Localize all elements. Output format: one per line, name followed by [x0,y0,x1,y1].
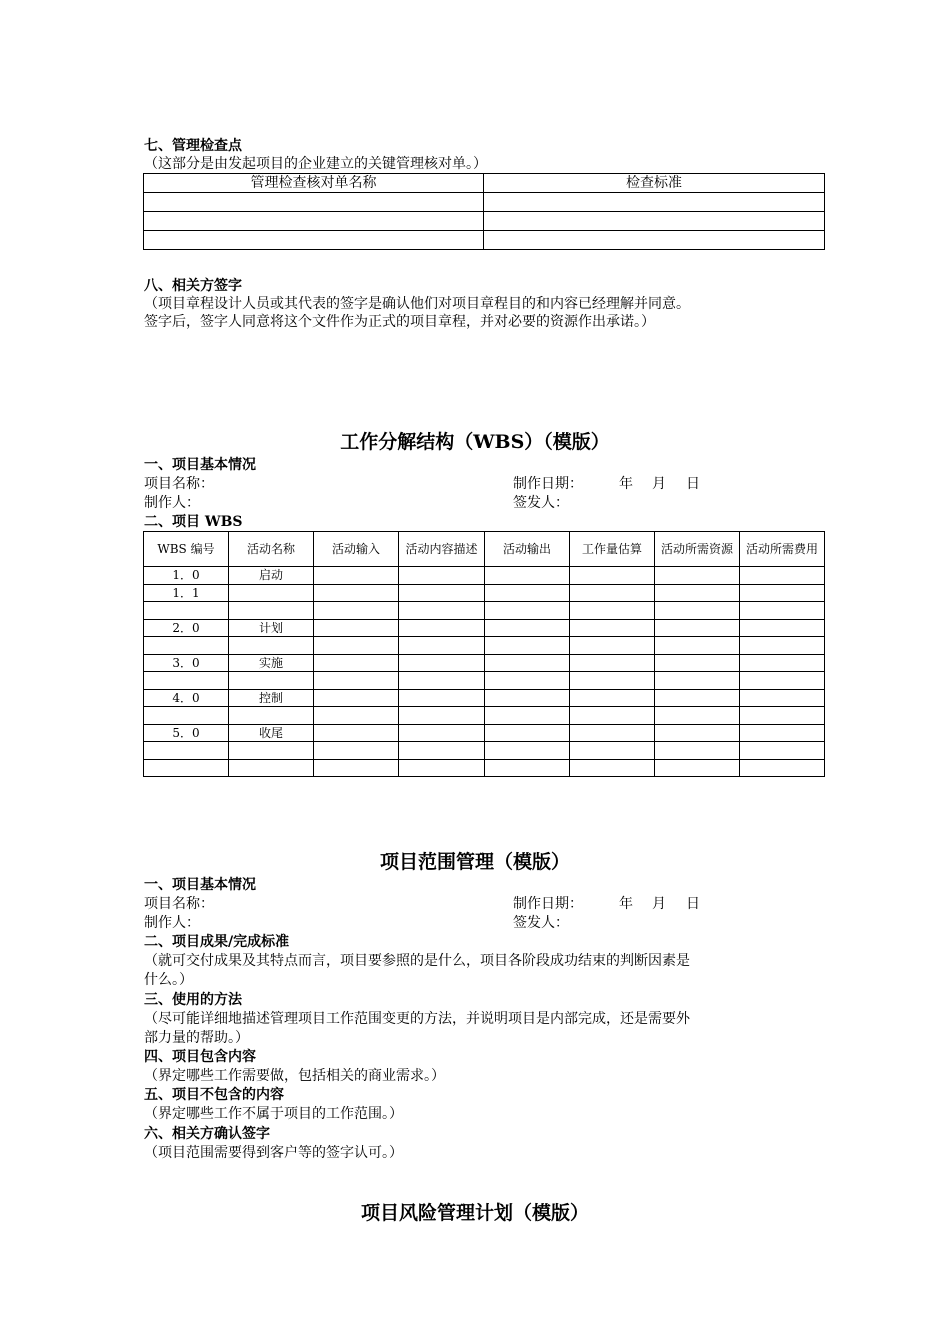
checklist-table [143,173,825,250]
table-cell [485,602,570,620]
table-cell [314,707,399,725]
table-cell [570,689,655,707]
table-row [144,567,825,585]
activity-name-cell [229,759,314,777]
scope-s2-heading: 二、项目成果/完成标准 [144,934,290,950]
table-cell [485,584,570,602]
table-cell [399,742,485,760]
table-row [144,724,825,742]
activity-name-cell: 收尾 [229,724,314,742]
table-cell [484,193,825,212]
wbs-year-label: 年 [619,476,633,492]
table-cell [740,619,825,637]
scope-title: 项目范围管理（模版） [379,851,570,873]
scope-month-label: 月 [652,896,666,912]
wbs-table [143,531,825,777]
risk-title: 项目风险管理计划（模版） [360,1202,589,1224]
table-row [144,602,825,620]
table-cell [485,637,570,655]
wbs-id-cell [144,707,229,725]
table-cell [485,759,570,777]
wbs-id-cell [144,637,229,655]
sec8-line1: （项目章程设计人员或其代表的签字是确认他们对项目章程目的和内容已经理解并同意。 [144,296,690,312]
table-header-cell: 活动所需资源 [655,532,740,567]
scope-s4-heading: 四、项目包含内容 [144,1049,256,1065]
table-cell [314,689,399,707]
sec8-line2: 签字后，签字人同意将这个文件作为正式的项目章程，并对必要的资源作出承诺。） [144,314,655,330]
wbs-month-label: 月 [652,476,666,492]
scope-s6-line1: （项目范围需要得到客户等的签字认可。） [144,1145,403,1161]
table-cell [314,602,399,620]
table-cell [740,654,825,672]
table-cell [570,654,655,672]
table-row [144,689,825,707]
table-cell [655,742,740,760]
table-cell [485,672,570,690]
table-cell [570,672,655,690]
activity-name-cell [229,742,314,760]
scope-s3-line2: 部力量的帮助。） [144,1030,249,1046]
table-cell [399,689,485,707]
table-cell [144,193,484,212]
scope-basic-heading: 一、项目基本情况 [144,877,256,893]
activity-name-cell: 计划 [229,619,314,637]
table-header-cell: 活动输出 [485,532,570,567]
wbs-issuer-label: 签发人： [513,495,569,511]
table-row [144,759,825,777]
sec7-note: （这部分是由发起项目的企业建立的关键管理核对单。） [144,156,487,172]
wbs-basic-heading: 一、项目基本情况 [144,457,256,473]
scope-project-name-label: 项目名称： [144,896,214,912]
table-cell [655,707,740,725]
table-cell [314,654,399,672]
table-row [144,672,825,690]
table-cell [740,602,825,620]
scope-s3-heading: 三、使用的方法 [144,992,242,1008]
table-cell [485,619,570,637]
table-cell [655,689,740,707]
table-row [144,231,825,250]
table-row [144,707,825,725]
table-row [144,212,825,231]
table-cell [399,584,485,602]
table-cell [570,584,655,602]
table-cell [399,567,485,585]
table-cell [485,689,570,707]
table-cell [314,724,399,742]
table-cell [484,212,825,231]
wbs-id-cell: 1．1 [144,584,229,602]
activity-name-cell [229,672,314,690]
table-cell [655,567,740,585]
scope-s4-line1: （界定哪些工作需要做，包括相关的商业需求。） [144,1068,445,1084]
wbs-table-body [144,567,825,777]
table-cell [740,724,825,742]
table-row [144,193,825,212]
table-cell [399,707,485,725]
table-header-cell: 工作量估算 [570,532,655,567]
scope-s5-line1: （界定哪些工作不属于项目的工作范围。） [144,1106,403,1122]
wbs-id-cell [144,672,229,690]
wbs-id-cell [144,759,229,777]
table-cell [144,231,484,250]
sec7-heading: 七、管理检查点 [144,138,242,154]
wbs-id-cell: 2．0 [144,619,229,637]
wbs-id-cell: 5．0 [144,724,229,742]
table-cell [570,742,655,760]
table-cell [570,724,655,742]
table-cell [399,654,485,672]
scope-year-label: 年 [619,896,633,912]
activity-name-cell [229,584,314,602]
table-row [144,742,825,760]
table-cell [740,759,825,777]
wbs-title: 工作分解结构（WBS）（模版） [340,431,610,453]
table-cell [570,567,655,585]
scope-s3-line1: （尽可能详细地描述管理项目工作范围变更的方法，并说明项目是内部完成，还是需要外 [144,1011,690,1027]
wbs-author-label: 制作人： [144,495,200,511]
table-cell [740,637,825,655]
scope-author-label: 制作人： [144,915,200,931]
table-header-cell: 活动名称 [229,532,314,567]
table-cell [740,689,825,707]
table-row [144,584,825,602]
table-cell [740,567,825,585]
table-cell [740,742,825,760]
table-cell [655,654,740,672]
table-cell [314,637,399,655]
table-cell [740,672,825,690]
scope-s5-heading: 五、项目不包含的内容 [144,1087,284,1103]
scope-issuer-label: 签发人： [513,915,569,931]
table-cell [655,584,740,602]
table-cell [485,654,570,672]
scope-s6-heading: 六、相关方确认签字 [144,1126,270,1142]
activity-name-cell: 启动 [229,567,314,585]
table-cell [314,619,399,637]
table-header-cell: 管理检查核对单名称 [144,174,484,193]
wbs-id-cell [144,742,229,760]
table-cell [655,637,740,655]
table-header-cell: 活动内容描述 [399,532,485,567]
table-cell [655,672,740,690]
activity-name-cell [229,602,314,620]
table-cell [570,619,655,637]
table-cell [570,602,655,620]
table-cell [484,231,825,250]
table-cell [399,602,485,620]
wbs-id-cell: 3．0 [144,654,229,672]
table-row [144,654,825,672]
table-cell [485,724,570,742]
table-cell [570,707,655,725]
table-cell [314,567,399,585]
table-cell [655,619,740,637]
table-cell [655,759,740,777]
table-row [144,619,825,637]
table-cell [399,619,485,637]
wbs-id-cell: 4．0 [144,689,229,707]
table-cell [399,724,485,742]
table-cell [399,672,485,690]
table-cell [485,707,570,725]
table-cell [144,212,484,231]
table-header-cell: 活动所需费用 [740,532,825,567]
table-cell [485,742,570,760]
table-cell [570,637,655,655]
table-cell [314,742,399,760]
sec8-heading: 八、相关方签字 [144,278,242,294]
table-cell [314,672,399,690]
table-cell [740,707,825,725]
table-header-cell: 检查标准 [484,174,825,193]
wbs-project-name-label: 项目名称： [144,476,214,492]
wbs-day-label: 日 [686,476,700,492]
wbs-table-heading: 二、项目 WBS [144,514,243,530]
scope-day-label: 日 [686,896,700,912]
table-header-row [144,532,825,567]
scope-date-label: 制作日期： [513,896,583,912]
table-header-row [144,174,825,193]
table-cell [314,759,399,777]
activity-name-cell: 实施 [229,654,314,672]
table-row [144,637,825,655]
table-cell [740,584,825,602]
wbs-id-cell: 1．0 [144,567,229,585]
activity-name-cell: 控制 [229,689,314,707]
table-cell [399,759,485,777]
table-cell [399,637,485,655]
activity-name-cell [229,707,314,725]
scope-s2-line1: （就可交付成果及其特点而言，项目要参照的是什么，项目各阶段成功结束的判断因素是 [144,953,690,969]
table-header-cell: WBS 编号 [144,532,229,567]
table-cell [570,759,655,777]
table-cell [655,724,740,742]
scope-s2-line2: 什么。） [144,972,193,988]
table-cell [485,567,570,585]
wbs-date-label: 制作日期： [513,476,583,492]
table-cell [314,584,399,602]
activity-name-cell [229,637,314,655]
wbs-id-cell [144,602,229,620]
table-cell [655,602,740,620]
table-header-cell: 活动输入 [314,532,399,567]
